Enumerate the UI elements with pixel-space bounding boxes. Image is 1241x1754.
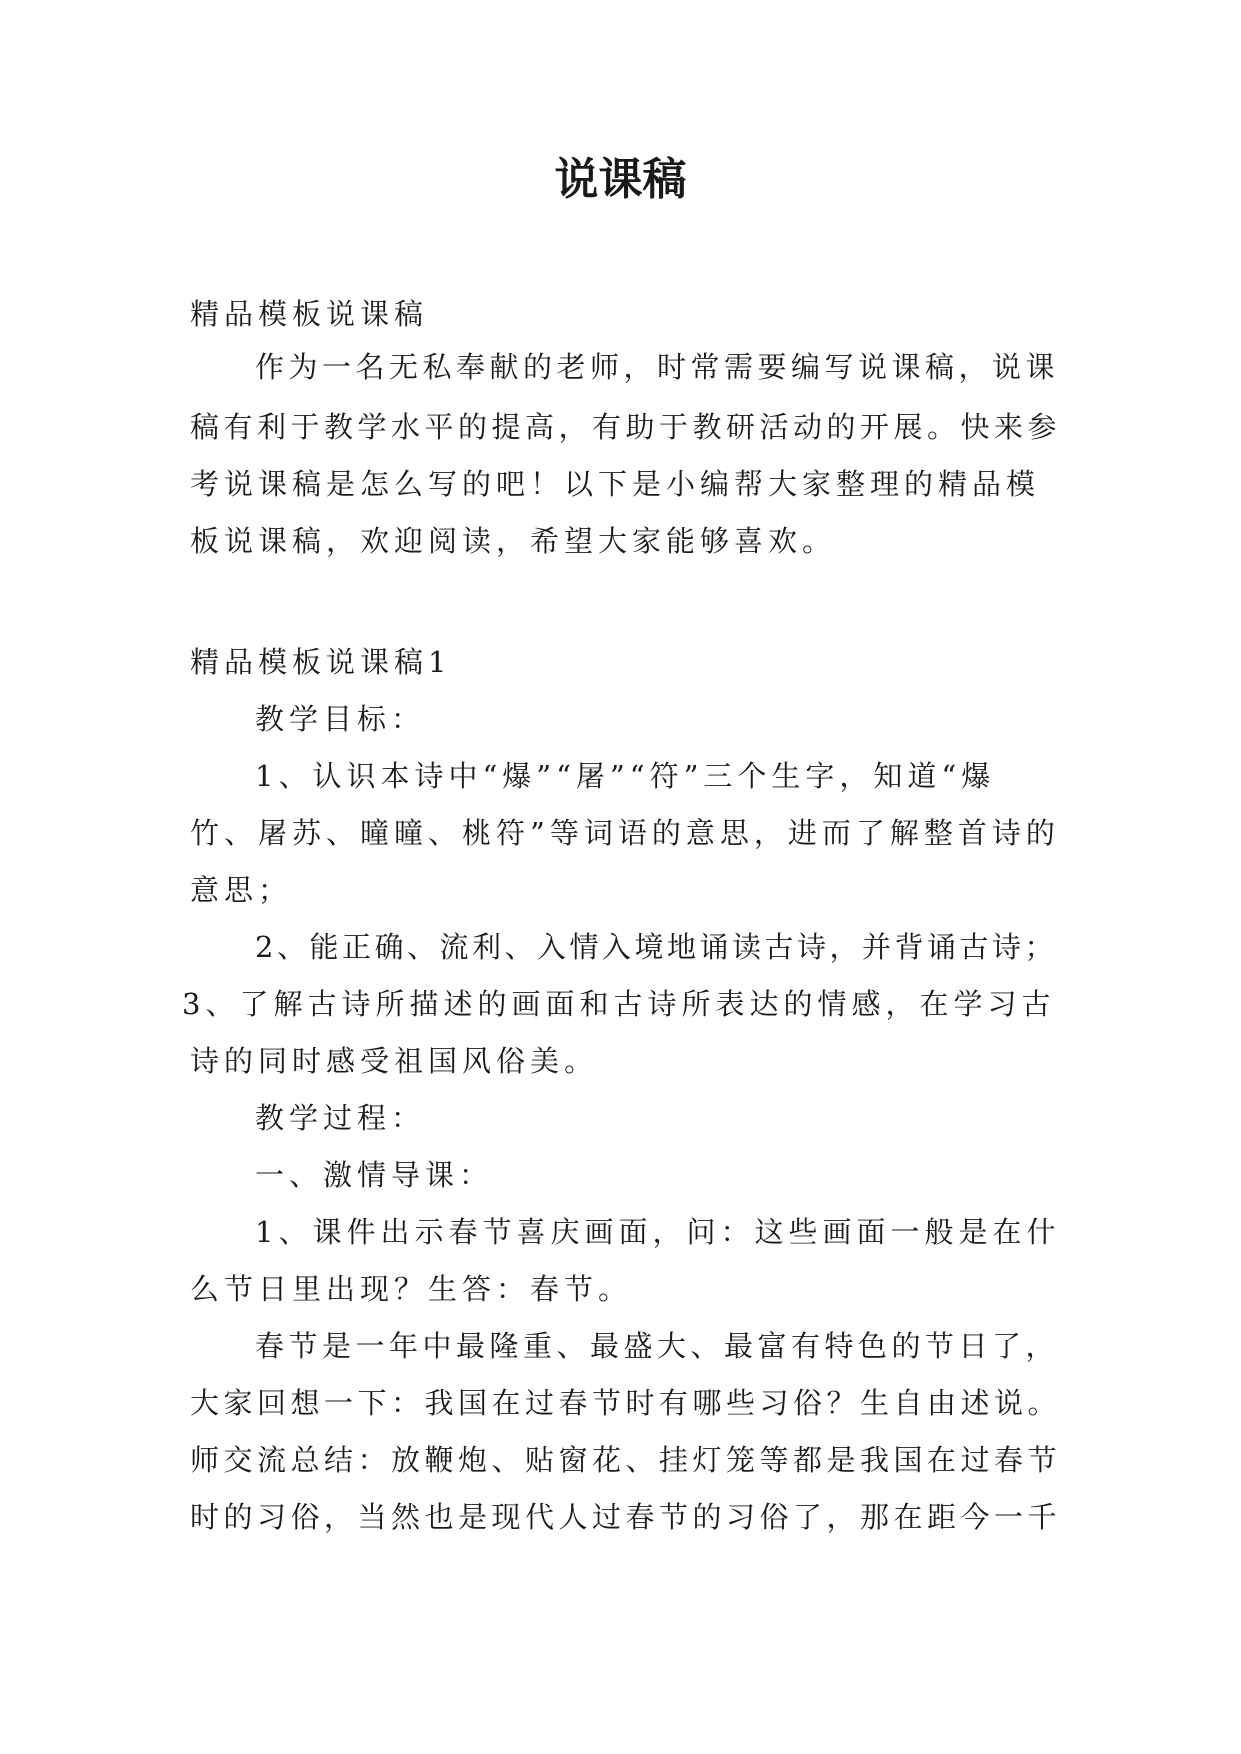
- paragraph-line: 3、了解古诗所描述的画面和古诗所表达的情感，在学习古: [182, 987, 1056, 1021]
- paragraph-line: 师交流总结：放鞭炮、贴窗花、挂灯笼等都是我国在过春节: [190, 1443, 1062, 1477]
- document-title: 说课稿: [554, 154, 687, 205]
- paragraph-line: 竹、屠苏、曈曈、桃符”等词语的意思，进而了解整首诗的: [190, 816, 1060, 850]
- paragraph-line: 作为一名无私奉献的老师，时常需要编写说课稿，说课: [255, 350, 1060, 384]
- paragraph-line: 意思；: [190, 873, 293, 907]
- paragraph-line: 稿有利于教学水平的提高，有助于教研活动的开展。快来参: [190, 410, 1062, 444]
- paragraph-line: 2、能正确、流利、入情入境地诵读古诗，并背诵古诗；: [255, 930, 1057, 964]
- paragraph-line: 时的习俗，当然也是现代人过春节的习俗了，那在距今一千: [190, 1500, 1062, 1534]
- paragraph-line: 1、课件出示春节喜庆画面，问：这些画面一般是在什: [255, 1215, 1061, 1249]
- section-heading: 精品模板说课稿: [190, 297, 429, 331]
- paragraph-line: 大家回想一下：我国在过春节时有哪些习俗？生自由述说。: [190, 1386, 1062, 1420]
- paragraph-line: 1、认识本诗中“爆”“屠”“符”三个生字，知道“爆: [255, 759, 996, 793]
- paragraph-line: 考说课稿是怎么写的吧！以下是小编帮大家整理的精品模: [190, 467, 1041, 501]
- paragraph-line: 一、激情导课：: [255, 1158, 494, 1192]
- paragraph-line: 春节是一年中最隆重、最盛大、最富有特色的节日了，: [255, 1329, 1060, 1363]
- paragraph-line: 教学目标：: [255, 702, 426, 736]
- section-heading: 精品模板说课稿1: [190, 645, 452, 679]
- paragraph-line: 么节日里出现？生答：春节。: [190, 1272, 633, 1306]
- paragraph-line: 诗的同时感受祖国风俗美。: [190, 1044, 599, 1078]
- paragraph-line: 板说课稿，欢迎阅读，希望大家能够喜欢。: [190, 524, 837, 558]
- paragraph-line: 教学过程：: [255, 1101, 426, 1135]
